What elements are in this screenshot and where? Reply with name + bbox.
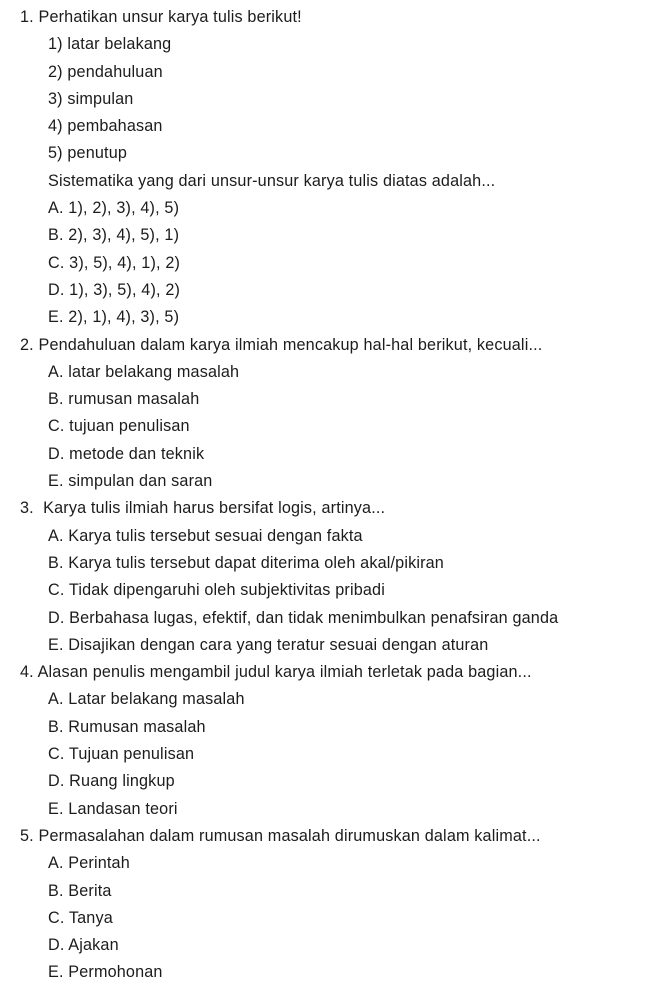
answer-option[interactable]: A. latar belakang masalah — [48, 362, 240, 381]
question-block — [0, 332, 670, 496]
question-stem: 2. Pendahuluan dalam karya ilmiah mencakup hal-hal berikut, kecuali... — [20, 335, 543, 354]
answer-option[interactable]: E. Disajikan dengan cara yang teratur sesuai dengan aturan — [48, 635, 489, 654]
answer-option[interactable]: E. Landasan teori — [48, 799, 178, 818]
answer-option[interactable]: D. Ajakan — [48, 936, 119, 955]
answer-option[interactable]: E. simpulan dan saran — [48, 472, 213, 491]
answer-option[interactable]: C. Tidak dipengaruhi oleh subjektivitas pribadi — [48, 581, 385, 600]
question-sub-item: 3) simpulan — [48, 89, 134, 108]
answer-option[interactable]: E. Permohonan — [48, 963, 163, 982]
answer-option[interactable]: D. metode dan teknik — [48, 444, 205, 463]
answer-option[interactable]: B. rumusan masalah — [48, 390, 200, 409]
question-stem: 1. Perhatikan unsur karya tulis berikut! — [20, 8, 302, 26]
question-block — [0, 823, 670, 987]
answer-option[interactable]: D. Berbahasa lugas, efektif, dan tidak menimbulkan penafsiran ganda — [48, 608, 559, 627]
answer-option[interactable]: D. Ruang lingkup — [48, 772, 175, 791]
question-sub-item: 4) pembahasan — [48, 117, 163, 136]
answer-option[interactable]: C. Tanya — [48, 908, 113, 927]
answer-option[interactable]: B. Rumusan masalah — [48, 717, 206, 736]
answer-option[interactable]: C. Tujuan penulisan — [48, 745, 195, 764]
answer-option[interactable]: B. Berita — [48, 881, 112, 900]
question-block — [0, 495, 670, 659]
answer-option[interactable]: B. 2), 3), 4), 5), 1) — [48, 226, 180, 245]
answer-option[interactable]: A. Perintah — [48, 854, 130, 873]
question-sub-item: 5) penutup — [48, 144, 128, 163]
question-stem: 3. Karya tulis ilmiah harus bersifat logis, artinya... — [20, 499, 386, 518]
answer-option[interactable]: D. 1), 3), 5), 4), 2) — [48, 280, 181, 299]
answer-option[interactable]: C. tujuan penulisan — [48, 417, 190, 436]
question-sub-item: 1) latar belakang — [48, 35, 172, 54]
question-stem: 4. Alasan penulis mengambil judul karya ilmiah terletak pada bagian... — [20, 663, 532, 682]
answer-option[interactable]: A. 1), 2), 3), 4), 5) — [48, 199, 180, 218]
answer-option[interactable]: C. 3), 5), 4), 1), 2) — [48, 253, 181, 272]
question-lead: Sistematika yang dari unsur-unsur karya tulis diatas adalah... — [48, 171, 496, 190]
answer-option[interactable]: B. Karya tulis tersebut dapat diterima oleh akal/pikiran — [48, 553, 444, 572]
question-list — [0, 4, 670, 987]
question-block — [0, 4, 670, 332]
question-block — [0, 659, 670, 823]
answer-option[interactable]: A. Latar belakang masalah — [48, 690, 245, 709]
answer-option[interactable]: E. 2), 1), 4), 3), 5) — [48, 308, 180, 327]
answer-option[interactable]: A. Karya tulis tersebut sesuai dengan fakta — [48, 526, 363, 545]
question-sub-item: 2) pendahuluan — [48, 62, 163, 81]
question-stem: 5. Permasalahan dalam rumusan masalah dirumuskan dalam kalimat... — [20, 826, 541, 845]
